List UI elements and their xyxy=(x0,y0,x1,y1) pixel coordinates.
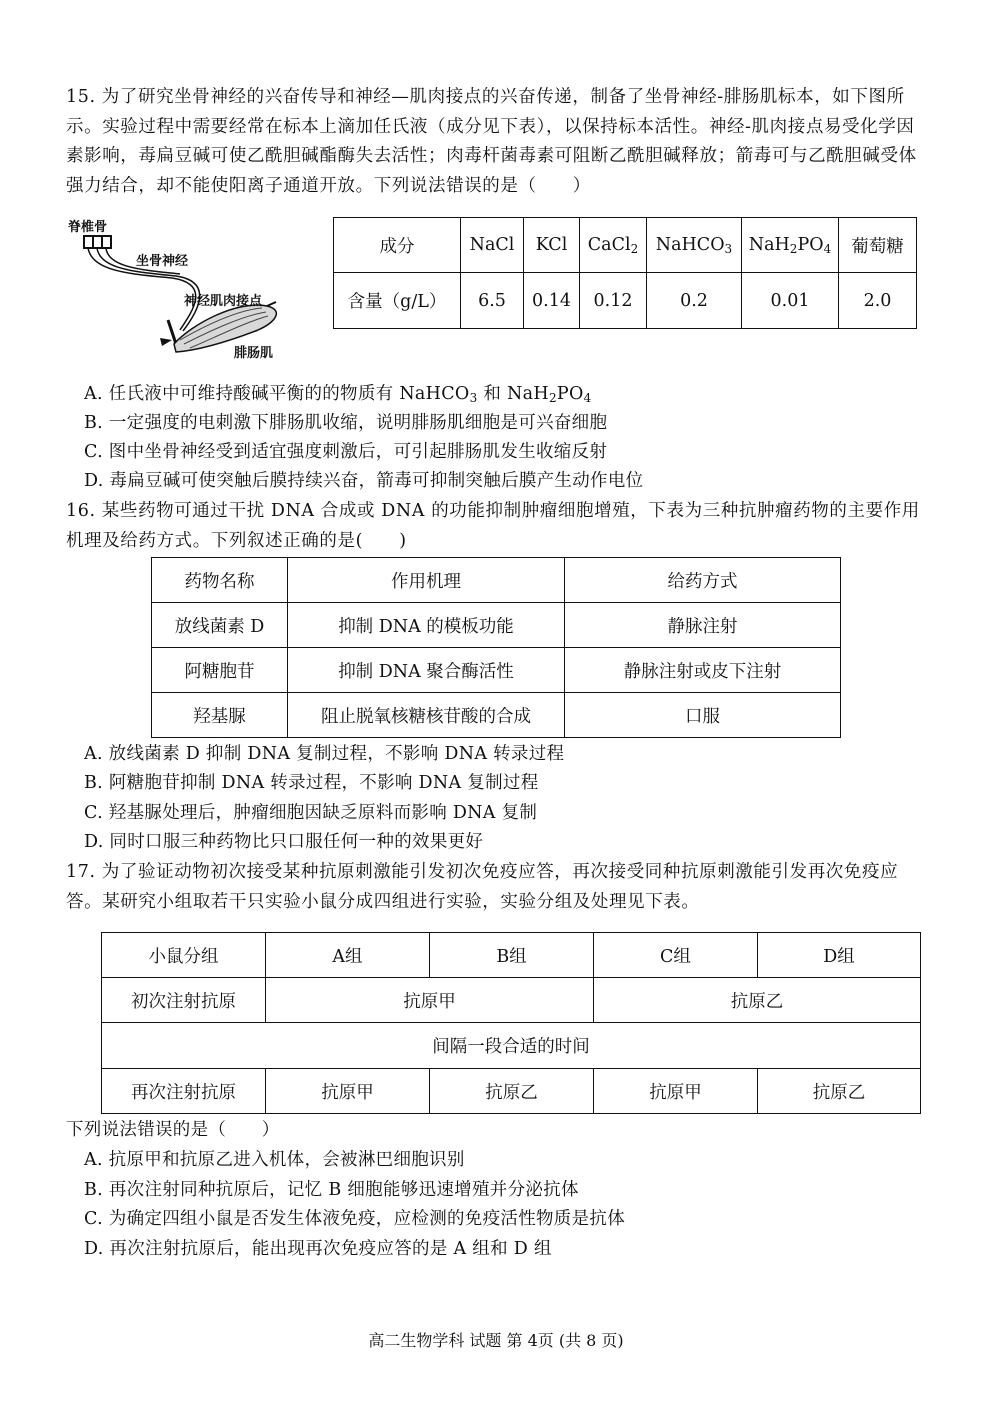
label-spine: 脊椎骨 xyxy=(68,220,108,235)
q16-option-a: A. 放线菌素 D 抑制 DNA 复制过程，不影响 DNA 转录过程 xyxy=(84,744,565,764)
component-cell: NaHCO$_3$ xyxy=(647,218,742,273)
amount-cell: 0.2 xyxy=(647,273,742,329)
label-gastrocnemius: 腓肠肌 xyxy=(234,346,274,361)
header-cell: 作用机理 xyxy=(288,558,565,603)
q15-option-c: C. 图中坐骨神经受到适宜强度刺激后，可引起腓肠肌发生收缩反射 xyxy=(84,442,608,462)
table-row xyxy=(152,693,841,738)
drug-table xyxy=(151,557,841,738)
q17-question: 下列说法错误的是（ ） xyxy=(66,1120,280,1140)
table-row xyxy=(152,648,841,693)
header-cell: 给药方式 xyxy=(565,558,841,603)
second-injection-cell: 抗原甲 xyxy=(266,1069,430,1114)
table-cell: 放线菌素 D xyxy=(152,603,288,648)
component-cell: KCl xyxy=(524,218,580,273)
table-cell: 静脉注射或皮下注射 xyxy=(565,648,841,693)
table-row xyxy=(102,1023,921,1069)
q16-stem: 16. 某些药物可通过干扰 DNA 合成或 DNA 的功能抑制肿瘤细胞增殖，下表为三种抗肿瘤药物的主要作用机理及给药方式。下列叙述正确的是( ) xyxy=(66,501,920,551)
table-cell: 阿糖胞苷 xyxy=(152,648,288,693)
first-injection-label: 初次注射抗原 xyxy=(102,978,266,1023)
group-cell: C组 xyxy=(594,933,758,978)
component-cell: $NaH_2PO_4$ xyxy=(742,218,839,273)
q17-option-b: B. 再次注射同种抗原后，记忆 B 细胞能够迅速增殖并分泌抗体 xyxy=(84,1180,579,1200)
ringer-solution-table xyxy=(333,217,917,329)
group-cell: B组 xyxy=(430,933,594,978)
q17-stem: 17. 为了验证动物初次接受某种抗原刺激能引发初次免疫应答，再次接受同种抗原刺激能引发再次免疫应答。某研究小组取若干只实验小鼠分成四组进行实验，实验分组及处理见下表。 xyxy=(66,862,899,912)
q16-option-c: C. 羟基脲处理后，肿瘤细胞因缺乏原料而影响 DNA 复制 xyxy=(84,803,538,823)
group-label-cell: 小鼠分组 xyxy=(102,933,266,978)
first-injection-cd: 抗原乙 xyxy=(594,978,921,1023)
page-footer: 高二生物学科 试题 第 4页 (共 8 页) xyxy=(368,1331,624,1350)
first-injection-ab: 抗原甲 xyxy=(266,978,594,1023)
group-cell: D组 xyxy=(758,933,921,978)
amount-cell: 2.0 xyxy=(839,273,917,329)
table-cell: 口服 xyxy=(565,693,841,738)
mouse-group-table xyxy=(101,932,921,1114)
label-neuromuscular-junction: 神经肌肉接点 xyxy=(184,294,263,309)
table-cell: 抑制 DNA 的模板功能 xyxy=(288,603,565,648)
table-row xyxy=(334,273,917,329)
amount-cell: 0.14 xyxy=(524,273,580,329)
table-cell: 阻止脱氧核糖核苷酸的合成 xyxy=(288,693,565,738)
q17-option-d: D. 再次注射抗原后，能出现再次免疫应答的是 A 组和 D 组 xyxy=(84,1239,552,1259)
second-injection-cell: 抗原乙 xyxy=(430,1069,594,1114)
group-cell: A组 xyxy=(266,933,430,978)
q16-option-b: B. 阿糖胞苷抑制 DNA 转录过程，不影响 DNA 复制过程 xyxy=(84,773,539,793)
table-row xyxy=(102,933,921,978)
label-sciatic-nerve: 坐骨神经 xyxy=(136,254,189,269)
table-cell: 静脉注射 xyxy=(565,603,841,648)
component-cell: 葡萄糖 xyxy=(839,218,917,273)
q15-option-d: D. 毒扁豆碱可使突触后膜持续兴奋，箭毒可抑制突触后膜产生动作电位 xyxy=(84,471,644,491)
row-label-cell: 含量（g/L） xyxy=(334,273,461,329)
q16-option-d: D. 同时口服三种药物比只口服任何一种的效果更好 xyxy=(84,832,484,852)
table-row xyxy=(152,558,841,603)
interval-cell: 间隔一段合适的时间 xyxy=(102,1023,921,1069)
q17-option-c: C. 为确定四组小鼠是否发生体液免疫，应检测的免疫活性物质是抗体 xyxy=(84,1209,625,1229)
component-cell: CaCl$_2$ xyxy=(580,218,647,273)
component-cell: NaCl xyxy=(461,218,524,273)
table-cell: 羟基脲 xyxy=(152,693,288,738)
q15-stem: 15. 为了研究坐骨神经的兴奋传导和神经—肌肉接点的兴奋传递，制备了坐骨神经-腓肠肌标本，如下图所示。实验过程中需要经常在标本上滴加任氏液（成分见下表），以保持标本活性。神经-肌肉接点易受化学因素影响，毒扁豆碱可使乙酰胆碱酯酶失去活性；肉毒杆菌毒素可阻断乙酰胆碱释放；箭毒可与乙酰胆碱受体强力结合，却不能使阳离子通道开放。下列说法错误的是（ ） xyxy=(66,87,917,196)
table-row xyxy=(102,978,921,1023)
nerve-muscle-specimen-figure xyxy=(62,212,302,362)
table-cell: 抑制 DNA 聚合酶活性 xyxy=(288,648,565,693)
table-row xyxy=(152,603,841,648)
table-row xyxy=(334,218,917,273)
header-cell: 药物名称 xyxy=(152,558,288,603)
table-row xyxy=(102,1069,921,1114)
amount-cell: 0.12 xyxy=(580,273,647,329)
amount-cell: 0.01 xyxy=(742,273,839,329)
amount-cell: 6.5 xyxy=(461,273,524,329)
header-label-cell: 成分 xyxy=(334,218,461,273)
q15-option-b: B. 一定强度的电刺激下腓肠肌收缩，说明腓肠肌细胞是可兴奋细胞 xyxy=(84,413,608,433)
q17-option-a: A. 抗原甲和抗原乙进入机体，会被淋巴细胞识别 xyxy=(84,1150,465,1170)
second-injection-cell: 抗原甲 xyxy=(594,1069,758,1114)
q15-option-a: A. 任氏液中可维持酸碱平衡的的物质有 NaHCO$_3$ 和 $NaH_2PO_4$ xyxy=(84,384,592,405)
second-injection-label: 再次注射抗原 xyxy=(102,1069,266,1114)
second-injection-cell: 抗原乙 xyxy=(758,1069,921,1114)
